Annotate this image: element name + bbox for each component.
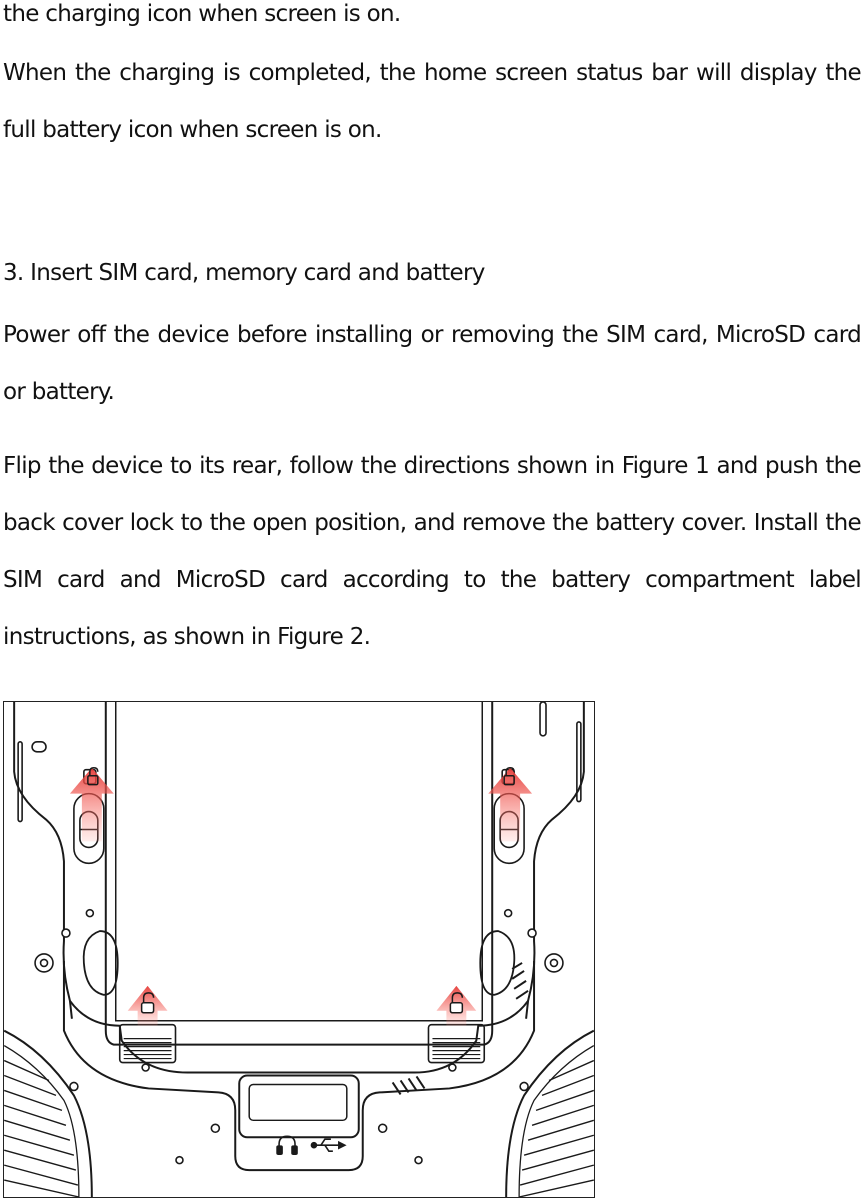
paragraph-charging-completed: When the charging is completed, the home screen status bar will display the full battery icon when screen is on. (3, 60, 861, 143)
section-heading: 3. Insert SIM card, memory card and battery (3, 260, 485, 286)
unlock-icon (142, 1003, 154, 1013)
paragraph-charging-icon: the charging icon when screen is on. (3, 1, 401, 27)
battery-cover-inner (116, 702, 483, 1021)
device-rear-illustration (4, 702, 594, 1197)
usb-icon (311, 1139, 344, 1151)
right-grip (480, 931, 514, 995)
right-bottom-unlock-arrow (436, 986, 476, 1026)
paragraph-instructions: Flip the device to its rear, follow the directions shown in Figure 1 and push the back cover lock to the open position, and remove the battery cover. Install the SIM card and MicroSD card according to the battery compartment label instructions, as shown in Figure 2. (3, 453, 861, 650)
right-pull-tab (428, 1025, 484, 1063)
left-top-unlock-arrow (70, 768, 114, 842)
battery-cover-outline (106, 702, 492, 1045)
port-label-area (249, 1084, 347, 1120)
speaker-slots (393, 963, 528, 1094)
device-rear-figure (3, 701, 595, 1198)
left-bottom-unlock-arrow (128, 986, 168, 1026)
side-grips (84, 931, 515, 995)
paragraph-power-off: Power off the device before installing or removing the SIM card, MicroSD card or battery. (3, 322, 861, 405)
unlock-icon (450, 1003, 462, 1013)
port-icons (277, 1136, 345, 1154)
left-grip (84, 931, 118, 995)
battery-pull-tabs (120, 1025, 485, 1063)
left-pull-tab (120, 1025, 176, 1063)
bottom-frame-lower (64, 961, 534, 1170)
